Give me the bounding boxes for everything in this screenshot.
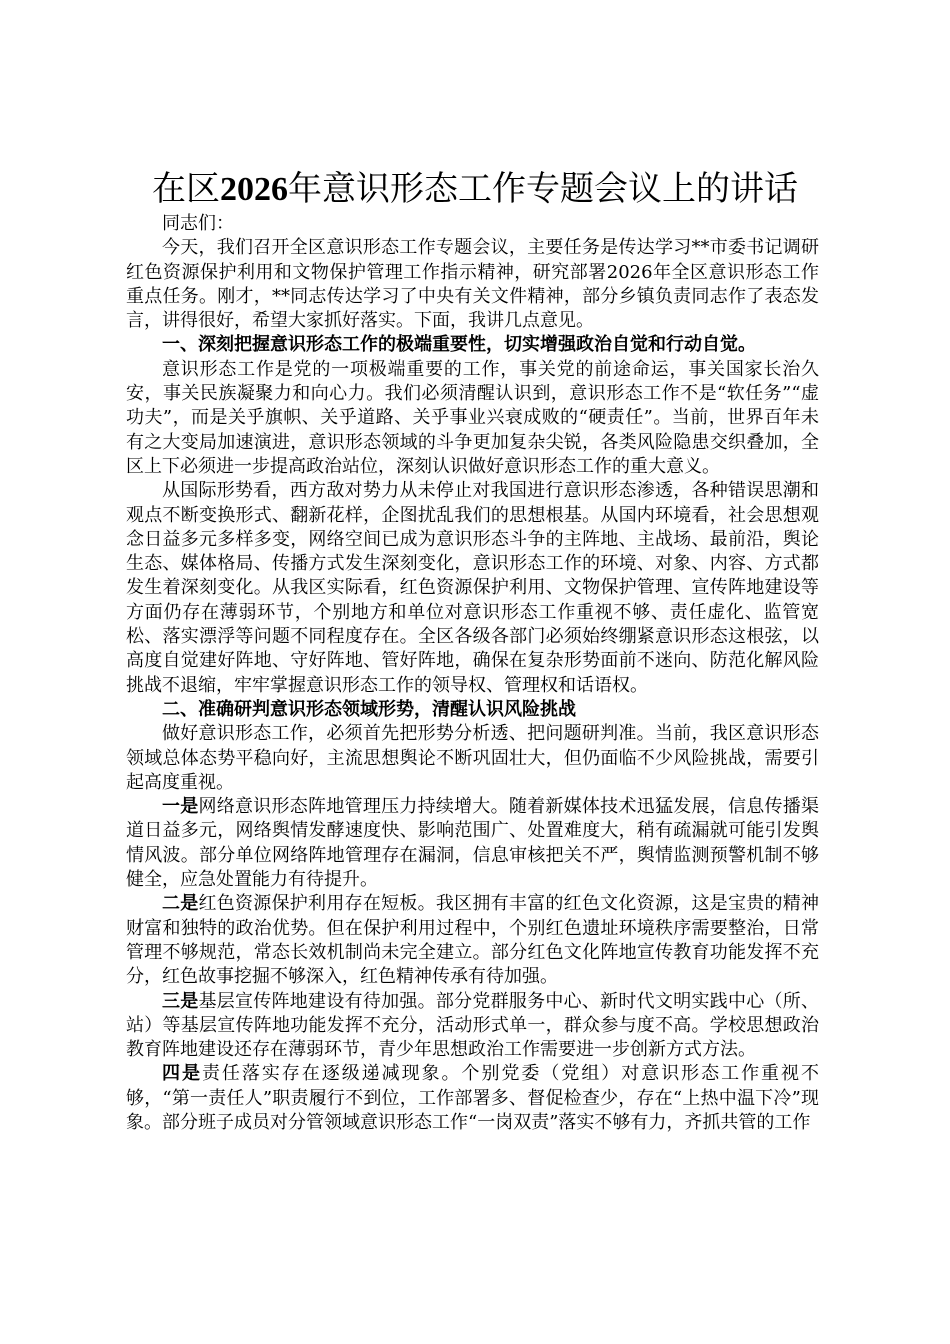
section-2-heading: 二、准确研判意识形态领域形势，清醒认识风险挑战 [162, 698, 576, 720]
title-prefix: 在区 [152, 169, 220, 209]
point-3-text: 基层宣传阵地建设有待加强。部分党群服务中心、新时代文明实践中心（所、站）等基层宣传阵地功能发挥不充分，活动形式单一，群众参与度不高。学校思想政治教育阵地建设还存在薄弱环节，青少年思想政治工作需要进一步创新方式方法。 [126, 990, 819, 1061]
document-body [126, 212, 819, 1135]
point-2-lead: 二是 [162, 893, 199, 915]
section-1-paragraph-2: 从国际形势看，西方敌对势力从未停止对我国进行意识形态渗透，各种错误思潮和观点不断变换形式、翻新花样，企图扰乱我们的思想根基。从国内环境看，社会思想观念日益多元多样多变，网络空间已成为意识形态斗争的主阵地、主战场、最前沿，舆论生态、媒体格局、传播方式发生深刻变化，意识形态工作的环境、对象、内容、方式都发生着深刻变化。从我区实际看，红色资源保护利用、文物保护管理、宣传阵地建设等方面仍存在薄弱环节，个别地方和单位对意识形态工作重视不够、责任虚化、监管宽松、落实漂浮等问题不同程度存在。全区各级各部门必须始终绷紧意识形态这根弦，以高度自觉建好阵地、守好阵地、管好阵地，确保在复杂形势面前不迷向、防范化解风险挑战不退缩，牢牢掌握意识形态工作的领导权、管理权和话语权。 [126, 480, 819, 696]
point-3-paragraph [126, 990, 819, 1063]
point-4-paragraph [126, 1062, 819, 1135]
intro-paragraph: 今天，我们召开全区意识形态工作专题会议，主要任务是传达学习**市委书记调研红色资源保护利用和文物保护管理工作指示精神，研究部署2026年全区意识形态工作重点任务。刚才，**同志传达学习了中央有关文件精神，部分乡镇负责同志作了表态发言，讲得很好，希望大家抓好落实。下面，我讲几点意见。 [126, 237, 819, 332]
point-2-paragraph [126, 892, 819, 989]
point-4-text: 责任落实存在逐级递减现象。个别党委（党组）对意识形态工作重视不够，“第一责任人”职责履行不到位，工作部署多、督促检查少，存在“上热中温下冷”现象。部分班子成员对分管领域意识形态工作“一岗双责”落实不够有力，齐抓共管的工作 [126, 1063, 819, 1133]
point-1-lead: 一是 [162, 796, 199, 818]
section-2-paragraph-1: 做好意识形态工作，必须首先把形势分析透、把问题研判准。当前，我区意识形态领域总体态势平稳向好，主流思想舆论不断巩固壮大，但仍面临不少风险挑战，需要引起高度重视。 [126, 723, 819, 793]
document-title [120, 166, 830, 213]
point-4-lead: 四是 [162, 1063, 202, 1085]
salutation: 同志们： [162, 213, 234, 234]
section-1-paragraph-1: 意识形态工作是党的一项极端重要的工作，事关党的前途命运，事关国家长治久安，事关民族凝聚力和向心力。我们必须清醒认识到，意识形态工作不是“软任务”“虚功夫”，而是关乎旗帜、关乎道路、关乎事业兴衰成败的“硬责任”。当前，世界百年未有之大变局加速演进，意识形态领域的斗争更加复杂尖锐，各类风险隐患交织叠加，全区上下必须进一步提高政治站位，深刻认识做好意识形态工作的重大意义。 [126, 358, 819, 477]
section-1-heading: 一、深刻把握意识形态工作的极端重要性，切实增强政治自觉和行动自觉。 [162, 334, 756, 356]
point-3-lead: 三是 [162, 990, 199, 1012]
point-2-text: 红色资源保护利用存在短板。我区拥有丰富的红色文化资源，这是宝贵的精神财富和独特的政治优势。但在保护利用过程中，个别红色遗址环境秩序需要整治，日常管理不够规范，常态长效机制尚未完全建立。部分红色文化阵地宣传教育功能发挥不充分，红色故事挖掘不够深入，红色精神传承有待加强。 [126, 893, 819, 988]
point-1-text: 网络意识形态阵地管理压力持续增大。随着新媒体技术迅猛发展，信息传播渠道日益多元，网络舆情发酵速度快、影响范围广、处置难度大，稍有疏漏就可能引发舆情风波。部分单位网络阵地管理存在漏洞，信息审核把关不严，舆情监测预警机制不够健全，应急处置能力有待提升。 [126, 796, 819, 891]
point-1-paragraph [126, 795, 819, 892]
title-suffix: 年意识形态工作专题会议上的讲话 [288, 169, 798, 209]
title-year: 2026 [220, 171, 288, 208]
